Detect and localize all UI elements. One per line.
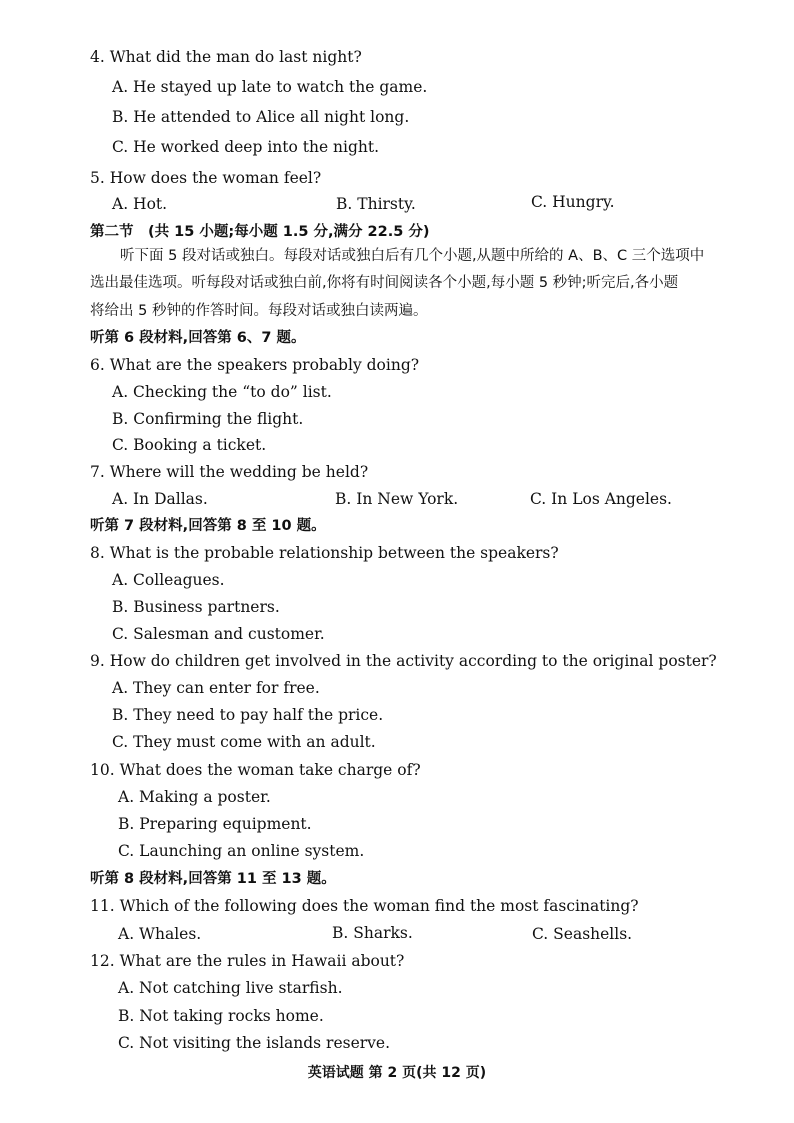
material-6-instruction: 听第 6 段材料,回答第 6、7 题。 [90,330,306,346]
question-6-stem: 6. What are the speakers probably doing? [90,356,420,374]
question-12-option-c: C. Not visiting the islands reserve. [118,1034,391,1052]
question-8-option-b: B. Business partners. [112,598,280,616]
question-4-option-b: B. He attended to Alice all night long. [112,108,410,126]
material-8-instruction: 听第 8 段材料,回答第 11 至 13 题。 [90,871,336,887]
question-9-option-a: A. They can enter for free. [112,679,320,697]
question-5-option-a: A. Hot. [112,195,168,213]
question-12-option-b: B. Not taking rocks home. [118,1007,324,1025]
question-11-stem: 11. Which of the following does the woman find the most fascinating? [90,897,639,915]
question-9-option-b: B. They need to pay half the price. [112,706,384,724]
question-10-option-c: C. Launching an online system. [118,842,365,860]
question-8-option-a: A. Colleagues. [112,571,225,589]
question-9-stem: 9. How do children get involved in the activity according to the original poster? [90,652,717,670]
question-11-option-b: B. Sharks. [332,924,413,942]
question-4-stem: 4. What did the man do last night? [90,48,362,66]
question-7-option-a: A. In Dallas. [112,490,208,508]
question-6-option-c: C. Booking a ticket. [112,436,267,454]
question-4-option-a: A. He stayed up late to watch the game. [112,78,428,96]
question-5-option-c: C. Hungry. [531,193,615,211]
question-5-option-b: B. Thirsty. [336,195,416,213]
question-12-option-a: A. Not catching live starfish. [118,979,343,997]
question-9-option-c: C. They must come with an adult. [112,733,376,751]
section-2-instructions-line-3: 将给出 5 秒钟的作答时间。每段对话或独白读两遍。 [90,303,428,319]
material-7-instruction: 听第 7 段材料,回答第 8 至 10 题。 [90,518,326,534]
question-11-option-a: A. Whales. [118,925,202,943]
question-10-option-b: B. Preparing equipment. [118,815,312,833]
section-2-heading: 第二节 (共 15 小题;每小题 1.5 分,满分 22.5 分) [90,224,430,240]
question-7-option-b: B. In New York. [335,490,459,508]
question-5-stem: 5. How does the woman feel? [90,169,322,187]
question-10-option-a: A. Making a poster. [118,788,271,806]
question-6-option-b: B. Confirming the flight. [112,410,304,428]
question-11-option-c: C. Seashells. [532,925,633,943]
question-7-option-c: C. In Los Angeles. [530,490,672,508]
question-4-option-c: C. He worked deep into the night. [112,138,380,156]
section-2-instructions-line-2: 选出最佳选项。听每段对话或独白前,你将有时间阅读各个小题,每小题 5 秒钟;听完后,各小题 [90,275,679,291]
section-2-instructions-line-1: 听下面 5 段对话或独白。每段对话或独白后有几个小题,从题中所给的 A、B、C 三个选项中 [120,248,705,264]
question-8-stem: 8. What is the probable relationship between the speakers? [90,544,559,562]
question-6-option-a: A. Checking the “to do” list. [112,383,332,401]
question-7-stem: 7. Where will the wedding be held? [90,463,369,481]
question-12-stem: 12. What are the rules in Hawaii about? [90,952,405,970]
page-footer: 英语试题 第 2 页(共 12 页) [307,1065,487,1081]
question-10-stem: 10. What does the woman take charge of? [90,761,421,779]
question-8-option-c: C. Salesman and customer. [112,625,325,643]
